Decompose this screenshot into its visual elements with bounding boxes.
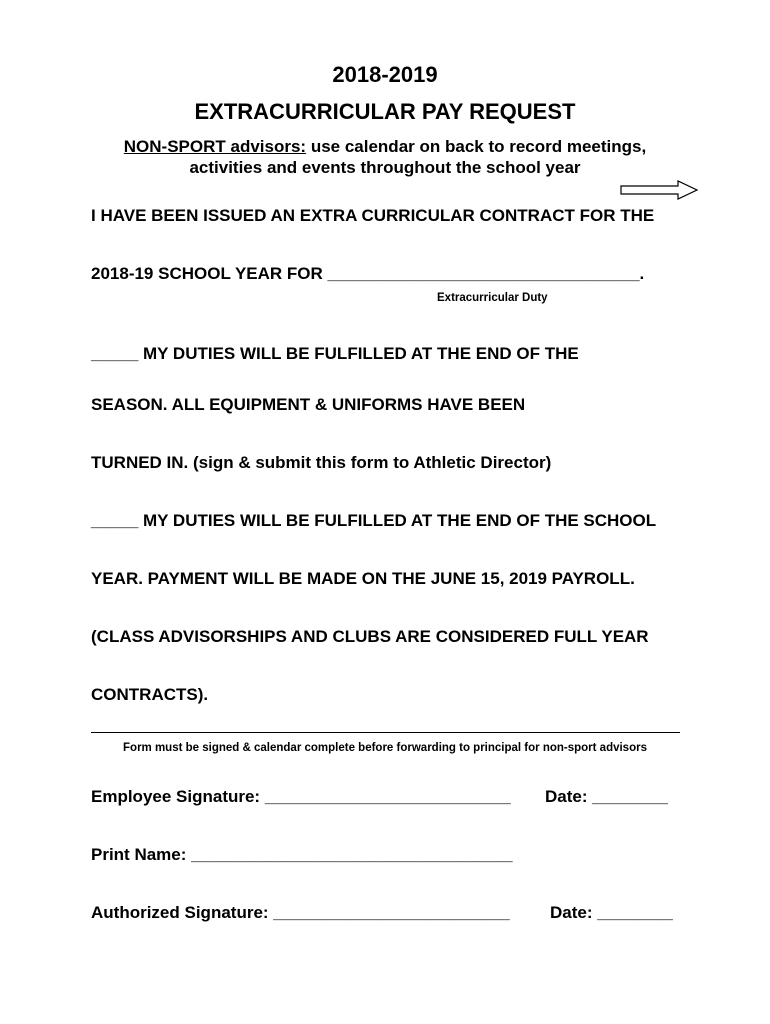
option-year-line4: CONTRACTS).	[91, 685, 209, 704]
date2-row	[550, 903, 673, 923]
option-season-line2: SEASON. ALL EQUIPMENT & UNIFORMS HAVE BEEN	[91, 395, 526, 414]
date-row	[545, 787, 668, 807]
advisor-note-line1	[0, 137, 770, 157]
authorized-signature-label: Authorized Signature:	[91, 903, 274, 922]
date2-label: Date:	[550, 903, 598, 922]
footer-note: Form must be signed & calendar complete before forwarding to principal for non-sport advisors	[123, 742, 647, 754]
authorized-signature-field[interactable]: _________________________	[273, 903, 510, 922]
school-year-label: 2018-19 SCHOOL YEAR FOR	[91, 264, 328, 283]
employee-signature-field[interactable]: __________________________	[264, 787, 511, 806]
option-season-text: MY DUTIES WILL BE FULFILLED AT THE END OF THE	[138, 344, 579, 363]
advisor-note-lead: NON-SPORT advisors:	[123, 137, 307, 156]
extracurricular-duty-field[interactable]: _________________________________	[327, 264, 640, 283]
season-checkbox-blank[interactable]: _____	[91, 344, 139, 363]
date-label: Date:	[545, 787, 593, 806]
authorized-signature-row	[91, 903, 510, 923]
advisor-note-rest: use calendar on back to record meetings,	[306, 137, 647, 156]
employee-signature-row	[91, 787, 511, 807]
date-field[interactable]: ________	[592, 787, 668, 806]
employee-signature-label: Employee Signature:	[91, 787, 265, 806]
form-year: 2018-2019	[332, 62, 438, 87]
divider-line	[91, 732, 680, 733]
option-year-line2: YEAR. PAYMENT WILL BE MADE ON THE JUNE 15, 2019 PAYROLL.	[91, 569, 635, 588]
option-season-line3: TURNED IN. (sign & submit this form to Athletic Director)	[91, 453, 552, 472]
advisor-note-line2: activities and events throughout the school year	[189, 158, 581, 177]
print-name-field[interactable]: __________________________________	[191, 845, 513, 864]
contract-period: .	[639, 264, 645, 283]
option-year-line1	[91, 511, 656, 531]
date2-field[interactable]: ________	[597, 903, 673, 922]
contract-line2	[91, 264, 644, 284]
option-year-line3: (CLASS ADVISORSHIPS AND CLUBS ARE CONSIDERED FULL YEAR	[91, 627, 649, 646]
right-arrow-icon	[620, 180, 700, 200]
duty-caption: Extracurricular Duty	[437, 292, 548, 304]
school-year-checkbox-blank[interactable]: _____	[91, 511, 139, 530]
option-year-text: MY DUTIES WILL BE FULFILLED AT THE END OF THE SCHOOL	[138, 511, 657, 530]
option-season-line1	[91, 344, 579, 364]
form-title: EXTRACURRICULAR PAY REQUEST	[194, 99, 576, 124]
print-name-row	[91, 845, 513, 865]
print-name-label: Print Name:	[91, 845, 192, 864]
contract-line1: I HAVE BEEN ISSUED AN EXTRA CURRICULAR CONTRACT FOR THE	[91, 206, 655, 225]
